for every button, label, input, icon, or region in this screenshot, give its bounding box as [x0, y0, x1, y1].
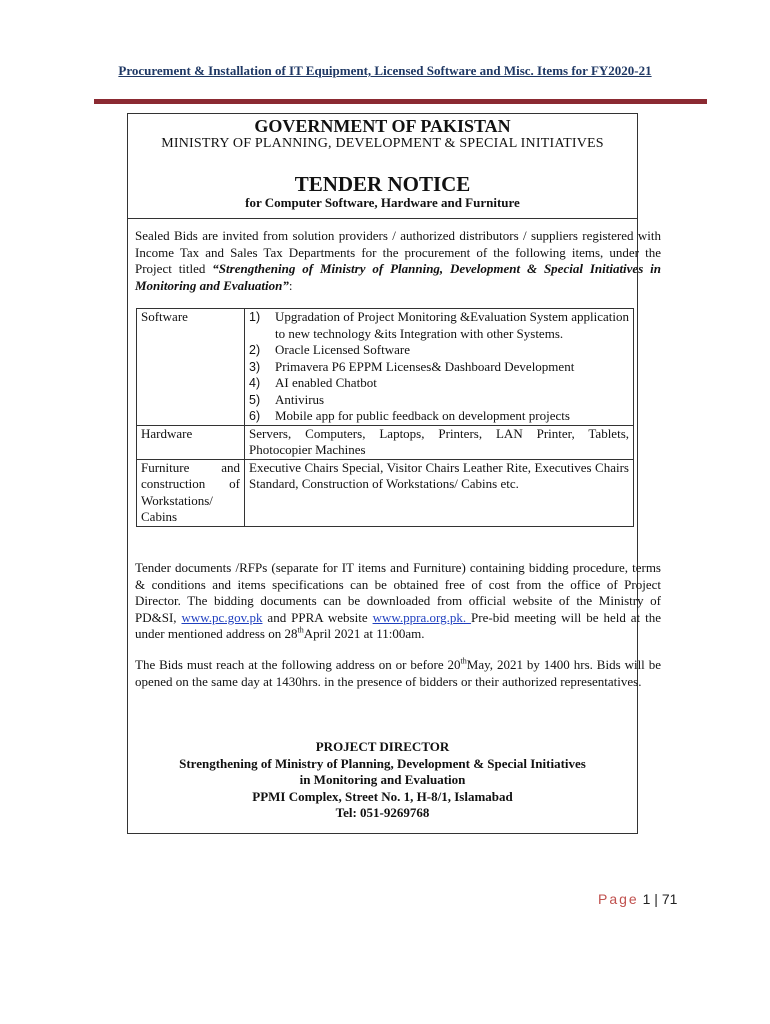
page-total: 71: [661, 891, 678, 907]
contact-address: PPMI Complex, Street No. 1, H-8/1, Islamabad: [252, 788, 513, 804]
list-text: Antivirus: [275, 391, 325, 407]
documents-text: April 2021 at 11:00am.: [303, 626, 425, 641]
list-item: [249, 375, 629, 392]
deadline-text: The Bids must reach at the following address on or before 20: [135, 657, 461, 672]
documents-text: Tender documents /RFPs (separate for IT items and Furniture) containing bidding procedure, terms & conditions and items specifications can be obtained free of cost from the office of Project Director. The bidding documents can be downloaded from official website of the Ministry of PD&SI,: [135, 560, 661, 625]
project-title: “Strengthening of Ministry of Planning, Development & Special Initiatives in Monitoring and Evaluation”: [135, 261, 661, 293]
list-item: [249, 408, 629, 425]
category-hardware: Hardware: [137, 425, 245, 459]
list-text: Primavera P6 EPPM Licenses& Dashboard Development: [275, 358, 575, 374]
documents-text: and PPRA website: [262, 609, 373, 625]
header-divider: [94, 99, 707, 104]
contact-telephone: Tel: 051-9269768: [335, 805, 430, 820]
tender-notice-box: [127, 113, 661, 834]
list-number: 4): [249, 376, 261, 390]
list-number: 2): [249, 343, 261, 357]
hardware-items-cell: Servers, Computers, Laptops, Printers, LAN Printer, Tablets, Photocopier Machines: [245, 425, 634, 459]
list-number: 1): [249, 310, 261, 324]
table-row: [137, 425, 634, 459]
tender-notice-title: TENDER NOTICE: [294, 172, 471, 196]
page-word: Page: [598, 891, 639, 907]
notice-heading-section: [128, 114, 637, 219]
software-list: [249, 309, 629, 425]
ministry-title: MINISTRY OF PLANNING, DEVELOPMENT & SPECIAL INITIATIVES: [161, 136, 604, 151]
contact-role: PROJECT DIRECTOR: [315, 739, 450, 754]
deadline-text: May, 2021 by 1400 hrs. Bids will be opened on the same day at 1430hrs. in the presence of bidders or their authorized representatives.: [135, 657, 661, 689]
table-row: [137, 309, 634, 426]
page-current: 1: [642, 891, 651, 907]
list-text: Upgradation of Project Monitoring &Evaluation System application to new technology &its Integration with other Systems.: [275, 309, 629, 341]
documents-paragraph: [135, 560, 661, 643]
intro-text: Sealed Bids are invited from solution providers / authorized distributors / suppliers registered with Income Tax and Sales Tax Departments for the procurement of the following items, under the Project titled: [135, 228, 661, 276]
list-text: Oracle Licensed Software: [275, 342, 410, 357]
list-item: [249, 309, 629, 342]
contact-project-line2: in Monitoring and Evaluation: [299, 772, 466, 787]
government-title: GOVERNMENT OF PAKISTAN: [254, 116, 511, 136]
ordinal-suffix: th: [460, 656, 467, 666]
contact-block: [128, 739, 637, 822]
ppra-link[interactable]: www.ppra.org.pk.: [372, 609, 472, 625]
category-furniture: Furniture and construction of Workstations/ Cabins: [137, 459, 245, 526]
table-row: [137, 459, 634, 526]
furniture-items-cell: Executive Chairs Special, Visitor Chairs Leather Rite, Executives Chairs Standard, Construction of Workstations/ Cabins etc.: [245, 459, 634, 526]
page-number: [598, 891, 677, 907]
documents-text: Pre-bid meeting will be held at the under mentioned address on 28: [135, 609, 661, 641]
page-separator: |: [654, 891, 658, 907]
ordinal-suffix: th: [297, 625, 304, 635]
list-text: Mobile app for public feedback on development projects: [275, 408, 570, 423]
items-table: [136, 308, 634, 527]
intro-end: :: [288, 277, 293, 293]
list-text: AI enabled Chatbot: [275, 375, 377, 390]
contact-project-line1: Strengthening of Ministry of Planning, Development & Special Initiatives: [179, 755, 586, 771]
software-items-cell: [245, 309, 634, 426]
deadline-paragraph: [135, 657, 661, 690]
tender-subtitle: for Computer Software, Hardware and Furniture: [245, 195, 520, 210]
category-software: Software: [137, 309, 245, 426]
pc-gov-link[interactable]: www.pc.gov.pk: [181, 609, 263, 625]
list-number: 3): [249, 359, 261, 374]
list-item: [249, 359, 629, 376]
list-number: 5): [249, 392, 261, 407]
list-item: [249, 342, 629, 359]
document-header-title: Procurement & Installation of IT Equipment, Licensed Software and Misc. Items for FY2020-21: [118, 63, 652, 78]
list-item: [249, 392, 629, 409]
intro-paragraph: [135, 228, 661, 294]
list-number: 6): [249, 409, 261, 423]
